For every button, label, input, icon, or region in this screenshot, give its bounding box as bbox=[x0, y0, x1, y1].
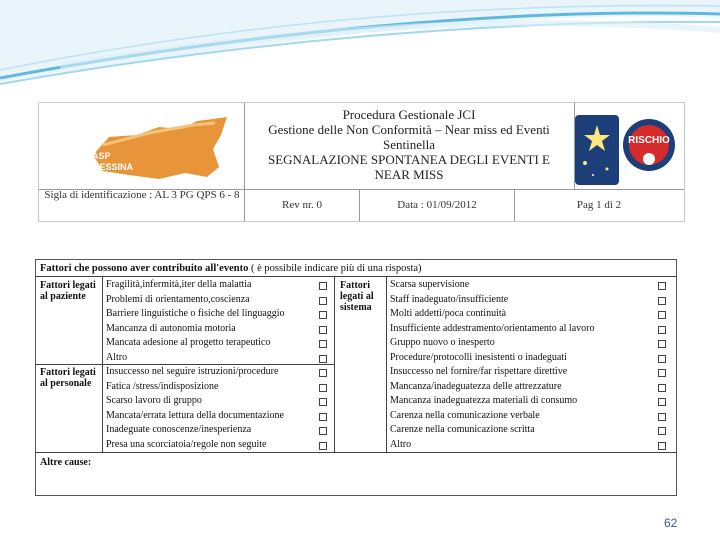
factor-checkbox[interactable] bbox=[319, 297, 327, 305]
rischio-logo bbox=[621, 117, 677, 179]
category-label-sistema: Fattori legati al sistema bbox=[340, 280, 374, 313]
factor-item: Mancata/errata lettura della documentazione bbox=[106, 409, 284, 421]
factor-item: Mancata adesione al progetto terapeutico bbox=[106, 337, 271, 348]
factor-item: Mancanza inadeguatezza materiali di consumo bbox=[390, 395, 578, 406]
page-number: 62 bbox=[664, 516, 678, 530]
factor-item: Fragilità,infermità,iter della malattia bbox=[106, 279, 252, 290]
factor-item: Procedure/protocolli inesistenti o inadeguati bbox=[390, 351, 567, 363]
factor-item: Scarso lavoro di gruppo bbox=[106, 395, 202, 406]
factor-item: Carenza nella comunicazione verbale bbox=[390, 409, 540, 421]
factor-checkbox[interactable] bbox=[319, 369, 327, 377]
title-line: Sentinella bbox=[383, 137, 435, 152]
factor-checkbox[interactable] bbox=[319, 427, 327, 435]
factor-checkbox[interactable] bbox=[658, 384, 666, 392]
title-line: Procedura Gestionale JCI bbox=[342, 107, 476, 122]
factor-item: Molti addetti/poca continuità bbox=[390, 308, 507, 319]
factor-checkbox[interactable] bbox=[319, 282, 327, 290]
asp-logo-text: ASP MESSINA bbox=[92, 151, 134, 172]
factor-item: Fatica /stress/indisposizione bbox=[106, 380, 219, 392]
factor-item: Mancanza/inadeguatezza delle attrezzature bbox=[390, 380, 562, 392]
title-line: SEGNALAZIONE SPONTANEA DEGLI EVENTI E bbox=[267, 152, 551, 167]
factor-item: Insuccesso nel fornire/far rispettare direttive bbox=[390, 366, 568, 377]
factor-item: Altro bbox=[390, 438, 412, 450]
factor-item: Insufficiente addestramento/orientamento al lavoro bbox=[390, 322, 595, 334]
factor-checkbox[interactable] bbox=[319, 398, 327, 406]
factor-checkbox[interactable] bbox=[658, 442, 666, 450]
title-line: Gestione delle Non Conformità – Near miss ed Eventi bbox=[268, 122, 550, 137]
factor-checkbox[interactable] bbox=[658, 326, 666, 334]
decorative-swoosh bbox=[0, 0, 720, 95]
factor-item: Gruppo nuovo o inesperto bbox=[390, 337, 495, 348]
sigla-cell: Sigla di identificazione : AL 3 PG QPS 6 - 8 bbox=[44, 189, 240, 201]
sicily-map-logo bbox=[89, 115, 239, 185]
document-header bbox=[38, 102, 685, 222]
factor-checkbox[interactable] bbox=[658, 340, 666, 348]
factor-checkbox[interactable] bbox=[658, 355, 666, 363]
factor-checkbox[interactable] bbox=[658, 413, 666, 421]
factor-checkbox[interactable] bbox=[319, 384, 327, 392]
center-divider bbox=[334, 276, 335, 452]
title-line: NEAR MISS bbox=[374, 167, 444, 182]
factor-checkbox[interactable] bbox=[658, 427, 666, 435]
svg-text:RISCHIO: RISCHIO bbox=[628, 135, 670, 146]
factor-item: Barriere linguistiche o fisiche del linguaggio bbox=[106, 308, 285, 319]
factor-checkbox[interactable] bbox=[658, 369, 666, 377]
category-label-paziente: Fattori legati al paziente bbox=[40, 280, 96, 302]
factor-item: Problemi di orientamento,coscienza bbox=[106, 293, 250, 305]
factor-checkbox[interactable] bbox=[319, 413, 327, 421]
factor-item: Presa una scorciatoia/regole non seguite bbox=[106, 438, 267, 450]
heading-divider bbox=[36, 276, 676, 277]
right-label-divider bbox=[386, 276, 387, 452]
other-causes-label: Altre cause: bbox=[40, 457, 92, 468]
factor-checkbox[interactable] bbox=[319, 311, 327, 319]
factor-checkbox[interactable] bbox=[658, 297, 666, 305]
factor-item: Inadeguate conoscenze/inesperienza bbox=[106, 424, 252, 435]
factor-checkbox[interactable] bbox=[658, 398, 666, 406]
revision-cell: Rev nr. 0 bbox=[281, 199, 323, 211]
factor-item: Altro bbox=[106, 351, 128, 363]
factor-checkbox[interactable] bbox=[658, 311, 666, 319]
factor-item: Staff inadeguato/insufficiente bbox=[390, 293, 509, 305]
factor-checkbox[interactable] bbox=[319, 326, 327, 334]
document-title bbox=[244, 107, 574, 182]
factor-item: Mancanza di autonomia motoria bbox=[106, 322, 236, 334]
form-heading: Fattori che possono aver contribuito all'evento ( è possibile indicare più di una risposta) bbox=[40, 263, 422, 274]
bottom-divider bbox=[36, 452, 676, 453]
date-cell: Data : 01/09/2012 bbox=[397, 199, 477, 211]
factor-checkbox[interactable] bbox=[319, 340, 327, 348]
factor-checkbox[interactable] bbox=[658, 282, 666, 290]
page-cell: Pag 1 di 2 bbox=[576, 199, 622, 211]
factor-checkbox[interactable] bbox=[319, 355, 327, 363]
factor-item: Insuccesso nel seguire istruzioni/procedure bbox=[106, 366, 279, 377]
star-sky-logo bbox=[575, 115, 619, 185]
factor-checkbox[interactable] bbox=[319, 442, 327, 450]
contributing-factors-form bbox=[35, 259, 677, 496]
factor-item: Carenze nella comunicazione scritta bbox=[390, 424, 535, 435]
factor-item: Scarsa supervisione bbox=[390, 279, 470, 290]
category-label-personale: Fattori legati al personale bbox=[40, 367, 96, 389]
